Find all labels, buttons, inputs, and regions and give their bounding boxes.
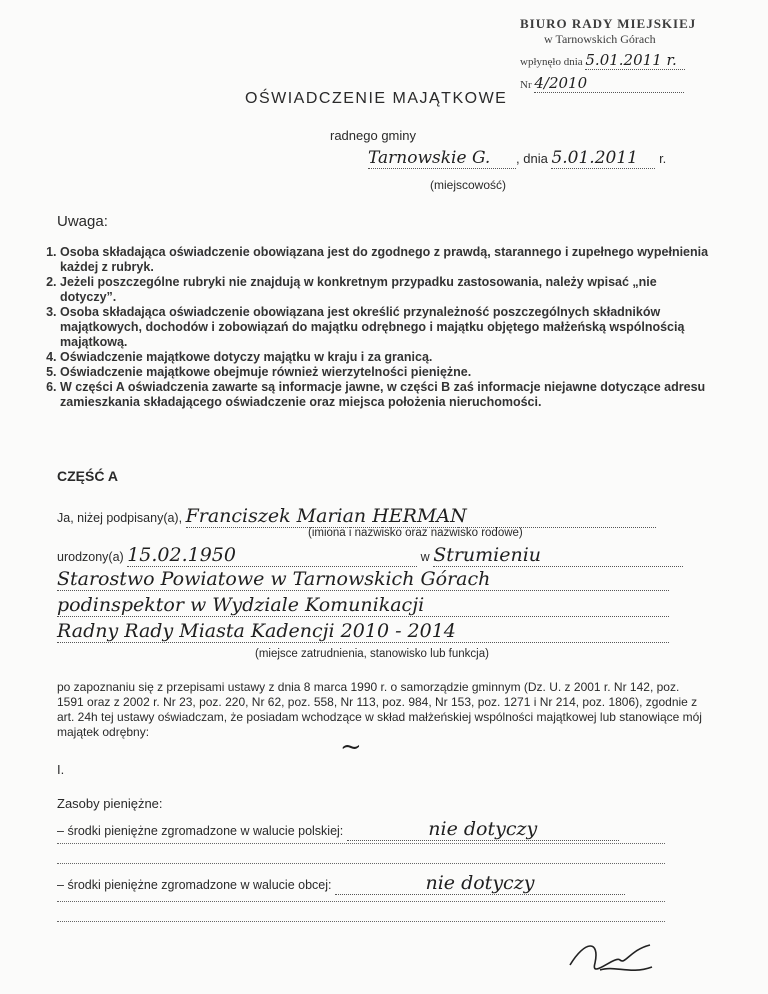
employment-line-2: podinspektor w Wydziale Komunikacji	[57, 594, 669, 617]
born-date: 15.02.1950	[127, 544, 417, 567]
zasoby-heading: Zasoby pieniężne:	[57, 796, 163, 811]
name-value: Franciszek Marian HERMAN	[186, 505, 656, 528]
stamp-no-value: 4/2010	[534, 74, 684, 93]
pln-label: środki pieniężne zgromadzone w walucie polskiej:	[67, 824, 344, 838]
stamp-line1: BIURO RADY MIEJSKIEJ	[520, 16, 697, 31]
part-a-heading: CZĘŚĆ A	[57, 468, 118, 484]
stamp-received-date: 5.01.2011 r.	[585, 51, 685, 70]
foreign-dash: –	[57, 878, 64, 892]
note-item: 2. Jeżeli poszczególne rubryki nie znajdują w konkretnym przypadku zastosowania, należy wpisać „nie dotyczy”.	[60, 275, 710, 305]
date-label: dnia	[523, 151, 548, 166]
statement-paragraph: po zapoznaniu się z przepisami ustawy z dnia 8 marca 1990 r. o samorządzie gminnym (Dz. U. z 2001 r. Nr 142, poz. 1591 oraz z 2002 r. Nr 23, poz. 220, Nr 62, poz. 558, Nr 113, poz. 984, Nr 153, poz. 1271 i Nr 214, poz. 1806), zgodnie z art. 24h tej ustawy oświadczam, że posiadam wchodzące w skład małżeńskiej wspólności majątkowej lub stanowiące mój majątek odrębny:	[57, 680, 702, 739]
date-value: 5.01.2011	[551, 148, 655, 169]
page-title: OŚWIADCZENIE MAJĄTKOWE	[245, 90, 508, 107]
signature-mark	[560, 935, 660, 985]
foreign-value: nie dotyczy	[335, 872, 625, 895]
born-in-label: w	[420, 550, 430, 564]
page-subtitle: radnego gminy	[330, 128, 416, 143]
blank-line	[57, 862, 665, 864]
pln-dash: –	[57, 824, 64, 838]
note-item: 3. Osoba składająca oświadczenie obowiązana jest określić przynależność poszczególnych składników majątkowych, dochodów i zobowiązań do majątku odrębnego i majątku objętego małżeńską wspólnością majątkową.	[60, 305, 710, 350]
stamp-no-row	[520, 74, 760, 93]
note-item: 5. Oświadczenie majątkowe obejmuje również wierzytelności pieniężne.	[60, 365, 710, 380]
place-caption: (miejscowość)	[430, 178, 507, 192]
signed-label: Ja, niżej podpisany(a),	[57, 511, 183, 525]
employment-line-3: Radny Rady Miasta Kadencji 2010 - 2014	[57, 620, 669, 643]
initials-mark: ~	[340, 732, 362, 762]
foreign-row	[57, 872, 625, 895]
registry-stamp	[520, 16, 760, 93]
date-suffix: r.	[659, 151, 667, 166]
place-date-row: Tarnowskie G. , dnia 5.01.2011 r.	[368, 148, 667, 168]
pln-value: nie dotyczy	[347, 818, 619, 841]
stamp-received-label: wpłynęło dnia	[520, 56, 583, 68]
note-item: 1. Osoba składająca oświadczenie obowiązana jest do zgodnego z prawdą, starannego i zupełnego wypełnienia każdej z rubryk.	[60, 245, 710, 275]
employment-caption: (miejsce zatrudnienia, stanowisko lub funkcja)	[255, 648, 489, 660]
foreign-label: środki pieniężne zgromadzone w walucie obcej:	[67, 878, 332, 892]
note-item: 6. W części A oświadczenia zawarte są informacje jawne, w części B zaś informacje niejawne dotyczące adresu zamieszkania składającego oświadczenie oraz miejsca położenia nieruchomości.	[60, 380, 710, 410]
stamp-line2: w Tarnowskich Górach	[544, 32, 656, 46]
employment-line-1: Starostwo Powiatowe w Tarnowskich Górach	[57, 568, 669, 591]
section-number: I.	[57, 762, 65, 777]
blank-line	[57, 842, 665, 844]
blank-line	[57, 900, 665, 902]
stamp-received-row	[520, 51, 760, 70]
stamp-no-label: Nr	[520, 79, 532, 91]
born-place: Strumieniu	[433, 544, 683, 567]
born-label: urodzony(a)	[57, 550, 124, 564]
note-item: 4. Oświadczenie majątkowe dotyczy majątku w kraju i za granicą.	[60, 350, 710, 365]
blank-line	[57, 920, 665, 922]
pln-row	[57, 818, 619, 841]
notes-heading: Uwaga:	[57, 213, 108, 230]
signed-row	[57, 505, 656, 528]
born-row	[57, 544, 683, 567]
name-caption: (imiona i nazwisko oraz nazwisko rodowe)	[308, 527, 523, 539]
place-value: Tarnowskie G.	[368, 148, 516, 169]
notes-list	[40, 245, 710, 410]
